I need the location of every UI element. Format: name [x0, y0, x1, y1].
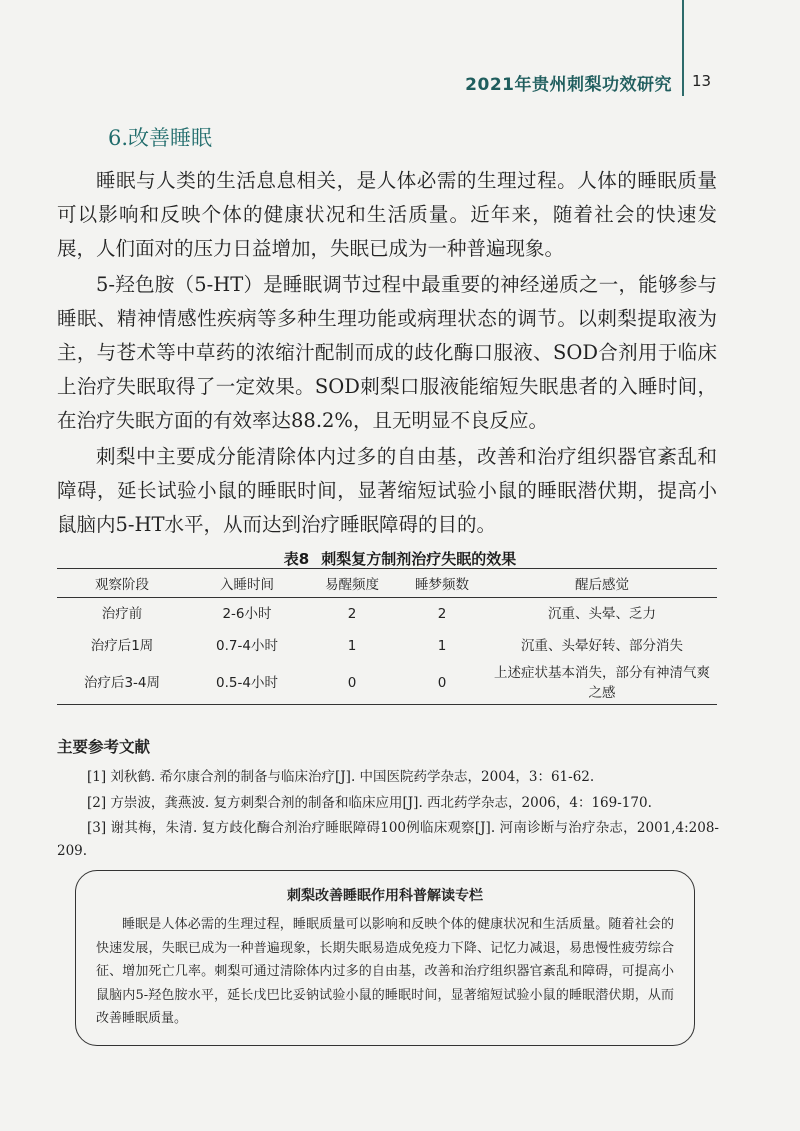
paragraph-1: 睡眠与人类的生活息息相关，是人体必需的生理过程。人体的睡眠质量可以影响和反映个体的健康状况和生活质量。近年来，随着社会的快速发展，人们面对的压力日益增加，失眠已成为一种普遍现象。: [57, 169, 717, 260]
table-cell: 治疗后3-4周: [57, 662, 187, 705]
section-title: 6.改善睡眠: [108, 126, 213, 150]
table-header-cell: 醒后感觉: [487, 569, 717, 598]
table-cell: 2: [347, 606, 357, 622]
table-cell: 1: [437, 638, 447, 654]
page-number: 13: [692, 72, 712, 90]
table-cell: 0: [307, 662, 397, 705]
table-header-row: [57, 569, 717, 598]
paragraph-3: 刺梨中主要成分能清除体内过多的自由基，改善和治疗组织器官紊乱和障碍，延长试验小鼠的睡眠时间，显著缩短试验小鼠的睡眠潜伏期，提高小鼠脑内5-HT水平，从而达到治疗睡眠障碍的目的。: [57, 445, 717, 536]
references-title: 主要参考文献: [57, 738, 151, 756]
table-caption-number: 表8: [283, 550, 310, 568]
table-row: [57, 598, 717, 631]
table-cell: 上述症状基本消失，部分有神清气爽之感: [487, 662, 717, 705]
results-table: [57, 568, 717, 705]
reference-item: [2] 方崇波，龚燕波. 复方刺梨合剂的制备和临床应用[J]. 西北药学杂志，2006，4：169-170.: [87, 795, 652, 811]
table-cell: 2-6小时: [222, 606, 272, 622]
table-cell: 1: [347, 638, 357, 654]
reference-item: [1] 刘秋鹤. 希尔康合剂的制备与临床治疗[J]. 中国医院药学杂志，2004，3：61-62.: [87, 769, 595, 785]
table-cell: 0.5-4小时: [187, 662, 307, 705]
table-header-cell: 睡梦频数: [397, 569, 487, 598]
table-cell: 治疗前: [101, 606, 143, 622]
table-cell: 治疗后1周: [90, 638, 154, 654]
table-row: [57, 662, 717, 705]
table-caption-text: 刺梨复方制剂治疗失眠的效果: [321, 550, 517, 568]
table-cell: 2: [437, 606, 447, 622]
box-text: 睡眠是人体必需的生理过程，睡眠质量可以影响和反映个体的健康状况和生活质量。随着社会的快速发展，失眠已成为一种普遍现象，长期失眠易造成免疫力下降、记忆力减退，易患慢性疲劳综合征、增加死亡几率。刺梨可通过清除体内过多的自由基，改善和治疗组织器官紊乱和障碍，可提高小鼠脑内5-羟色胺水平，延长戊巴比妥钠试验小鼠的睡眠时间，显著缩短试验小鼠的睡眠潜伏期，从而改善睡眠质量。: [96, 917, 674, 1026]
table-cell: 0.7-4小时: [216, 638, 278, 654]
running-title: 2021年贵州刺梨功效研究: [465, 75, 672, 95]
reference-item: [3] 谢其梅，朱清. 复方歧化酶合剂治疗睡眠障碍100例临床观察[J]. 河南诊断与治疗杂志，2001,4:208-209.: [57, 820, 719, 859]
paragraph-2: 5-羟色胺（5-HT）是睡眠调节过程中最重要的神经递质之一，能够参与睡眠、精神情感性疾病等多种生理功能或病理状态的调节。以刺梨提取液为主，与苍术等中草药的浓缩汁配制而成的歧化酶口服液、SOD合剂用于临床上治疗失眠取得了一定效果。SOD刺梨口服液能缩短失眠患者的入睡时间，在治疗失眠方面的有效率达88.2%，且无明显不良反应。: [57, 273, 717, 432]
table-cell: 沉重、头晕好转、部分消失: [521, 638, 683, 654]
table-header-cell: 易醒频度: [307, 569, 397, 598]
science-explainer-box: [75, 870, 695, 1046]
box-title: 刺梨改善睡眠作用科普解读专栏: [287, 888, 483, 904]
table-header-cell: 入睡时间: [187, 569, 307, 598]
table-cell: 沉重、头晕、乏力: [548, 606, 656, 622]
table-header-cell: 观察阶段: [57, 569, 187, 598]
table-caption: [0, 548, 800, 569]
table-cell: 0: [397, 662, 487, 705]
header-vertical-rule: [682, 0, 684, 96]
table-row: [57, 630, 717, 662]
